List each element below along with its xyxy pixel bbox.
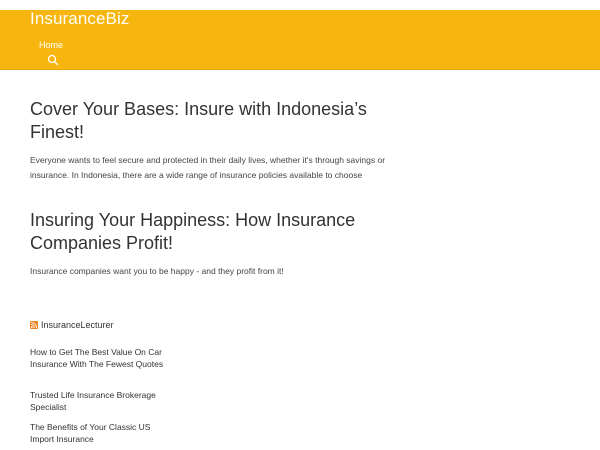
- post-title-link[interactable]: Insuring Your Happiness: How Insurance Companies Profit!: [30, 210, 356, 253]
- widget-header: [30, 318, 230, 332]
- widget-links-list: [30, 422, 165, 445]
- post-excerpt: Everyone wants to feel secure and protected in their daily lives, whether it's through savings or insurance. In Indonesia, there are a wide range of insurance policies available to choose: [30, 155, 386, 180]
- rss-icon[interactable]: [30, 321, 38, 329]
- widget-title-link[interactable]: InsuranceLecturer: [41, 320, 114, 330]
- widget-links-list: [30, 390, 165, 413]
- search-icon[interactable]: [47, 53, 59, 65]
- post-1: [30, 98, 420, 183]
- list-item: [30, 422, 165, 445]
- widget-link[interactable]: Trusted Life Insurance Brokerage Specialist: [30, 390, 156, 412]
- widget-link[interactable]: How to Get The Best Value On Car Insurance With The Fewest Quotes: [30, 347, 164, 369]
- site-title-link[interactable]: InsuranceBiz: [30, 9, 130, 28]
- post-title-link[interactable]: Cover Your Bases: Insure with Indonesia’s Finest!: [30, 99, 367, 142]
- nav-home-link[interactable]: Home: [39, 40, 64, 50]
- site-header: [0, 10, 600, 70]
- widget-link[interactable]: The Benefits of Your Classic US Import Insurance: [30, 422, 151, 444]
- list-item: [30, 347, 165, 370]
- list-item: [30, 390, 165, 413]
- rss-widget: [30, 318, 230, 332]
- post-excerpt: Insurance companies want you to be happy - and they profit from it!: [30, 266, 284, 276]
- widget-links-list: [30, 347, 165, 370]
- post-2: [30, 209, 420, 279]
